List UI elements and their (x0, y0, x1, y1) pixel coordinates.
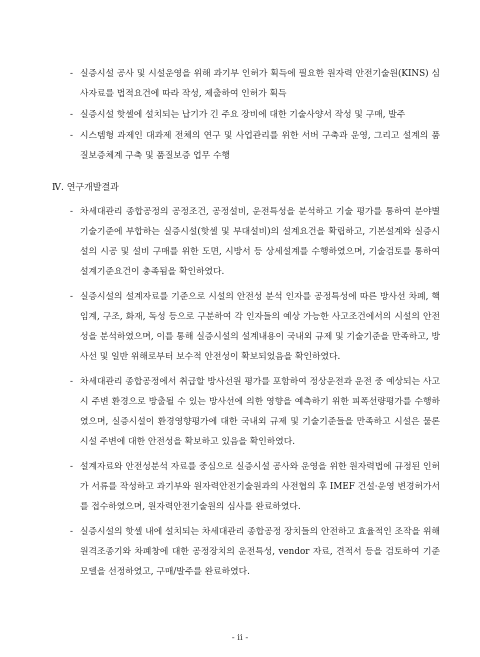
list-item (60, 522, 440, 582)
list-item (60, 202, 440, 282)
dash-marker: - (70, 131, 73, 141)
list-item (60, 126, 440, 166)
bullet-text: 실증시설의 설계자료를 기준으로 시설의 안전성 분석 인자를 공정특성에 따른 방사선 차폐, 핵임계, 구조, 화재, 독성 등으로 구분하여 각 인자들의 예상 가능한 사고조건에서의 시설의 안전성을 분석하였으며, 이를 통해 실증시설의 설계내용이 국내외 규제 및 기술기준을 만족하고, 방사선 및 일반 위해로부터 보수적 안전성이 확보되었음을 확인하였다. (80, 292, 440, 362)
bullet-text: 실증시설 핫셀에 설치되는 납기가 긴 주요 장비에 대한 기술사양서 작성 및 구매, 발주 (80, 110, 406, 120)
dash-marker: - (70, 110, 73, 120)
list-item (60, 287, 440, 367)
section-heading: Ⅳ. 연구개발결과 (52, 183, 119, 193)
list-item (60, 105, 440, 125)
list-item (60, 457, 440, 517)
bullet-text: 실증시설 공사 및 시설운영을 위해 과기부 인허가 획득에 필요한 원자력 안전기술원(KINS) 심사자료를 법적요건에 따라 작성, 제출하여 인허가 획득 (80, 69, 440, 99)
results-bullet-list (60, 202, 440, 582)
list-item (60, 64, 440, 104)
bullet-text: 차세대관리 종합공정에서 취급할 방사선원 평가를 포함하여 정상운전과 운전 중 예상되는 사고시 주변 환경으로 방출될 수 있는 방사선에 의한 영향을 예측하기 위한 피폭선량평가를 수행하였으며, 실증시설이 환경영향평가에 대한 국내외 규제 및 기술기준들을 만족하고 시설은 물론 시설 주변에 대한 안전성을 확보하고 있음을 확인하였다. (80, 377, 440, 447)
dash-marker: - (70, 527, 73, 537)
dash-marker: - (70, 292, 73, 302)
bullet-text: 시스템형 과제인 대과제 전체의 연구 및 사업관리를 위한 서버 구축과 운영, 그리고 설계의 품질보증체계 구축 및 품질보증 업무 수행 (80, 131, 440, 161)
bullet-text: 차세대관리 종합공정의 공정조건, 공정설비, 운전특성을 분석하고 기술 평가를 통하여 분야별 기술기준에 부합하는 실증시설(핫셀 및 부대설비)의 설계요건을 확립하고, 기본설계와 실증시설의 시공 및 설비 구매를 위한 도면, 시방서 등 상세설계를 수행하였으며, 기술검토를 통하여 설계기준요건이 충족됨을 확인하였다. (80, 207, 440, 277)
list-item (60, 372, 440, 452)
bullet-text: 실증시설의 핫셀 내에 설치되는 차세대관리 종합공정 장치들의 안전하고 효율적인 조작을 위해 원격조종기와 차폐창에 대한 공정장치의 운전특성, vendor 자료, 견적서 등을 검토하여 기준모델을 선정하였고, 구매/발주를 완료하였다. (80, 527, 440, 577)
dash-marker: - (70, 69, 73, 79)
dash-marker: - (70, 377, 73, 387)
dash-marker: - (70, 462, 73, 472)
dash-marker: - (70, 207, 73, 217)
intro-bullet-list (60, 64, 440, 166)
bullet-text: 설계자료와 안전성분석 자료를 중심으로 실증시설 공사와 운영을 위한 원자력법에 규정된 인허가 서류를 작성하고 과기부와 원자력안전기술원과의 사전협의 후 IMEF 건설·운영 변경허가서를 접수하였으며, 원자력안전기술원의 심사를 완료하였다. (80, 462, 440, 512)
page-number: - ⅱ - (231, 633, 249, 643)
